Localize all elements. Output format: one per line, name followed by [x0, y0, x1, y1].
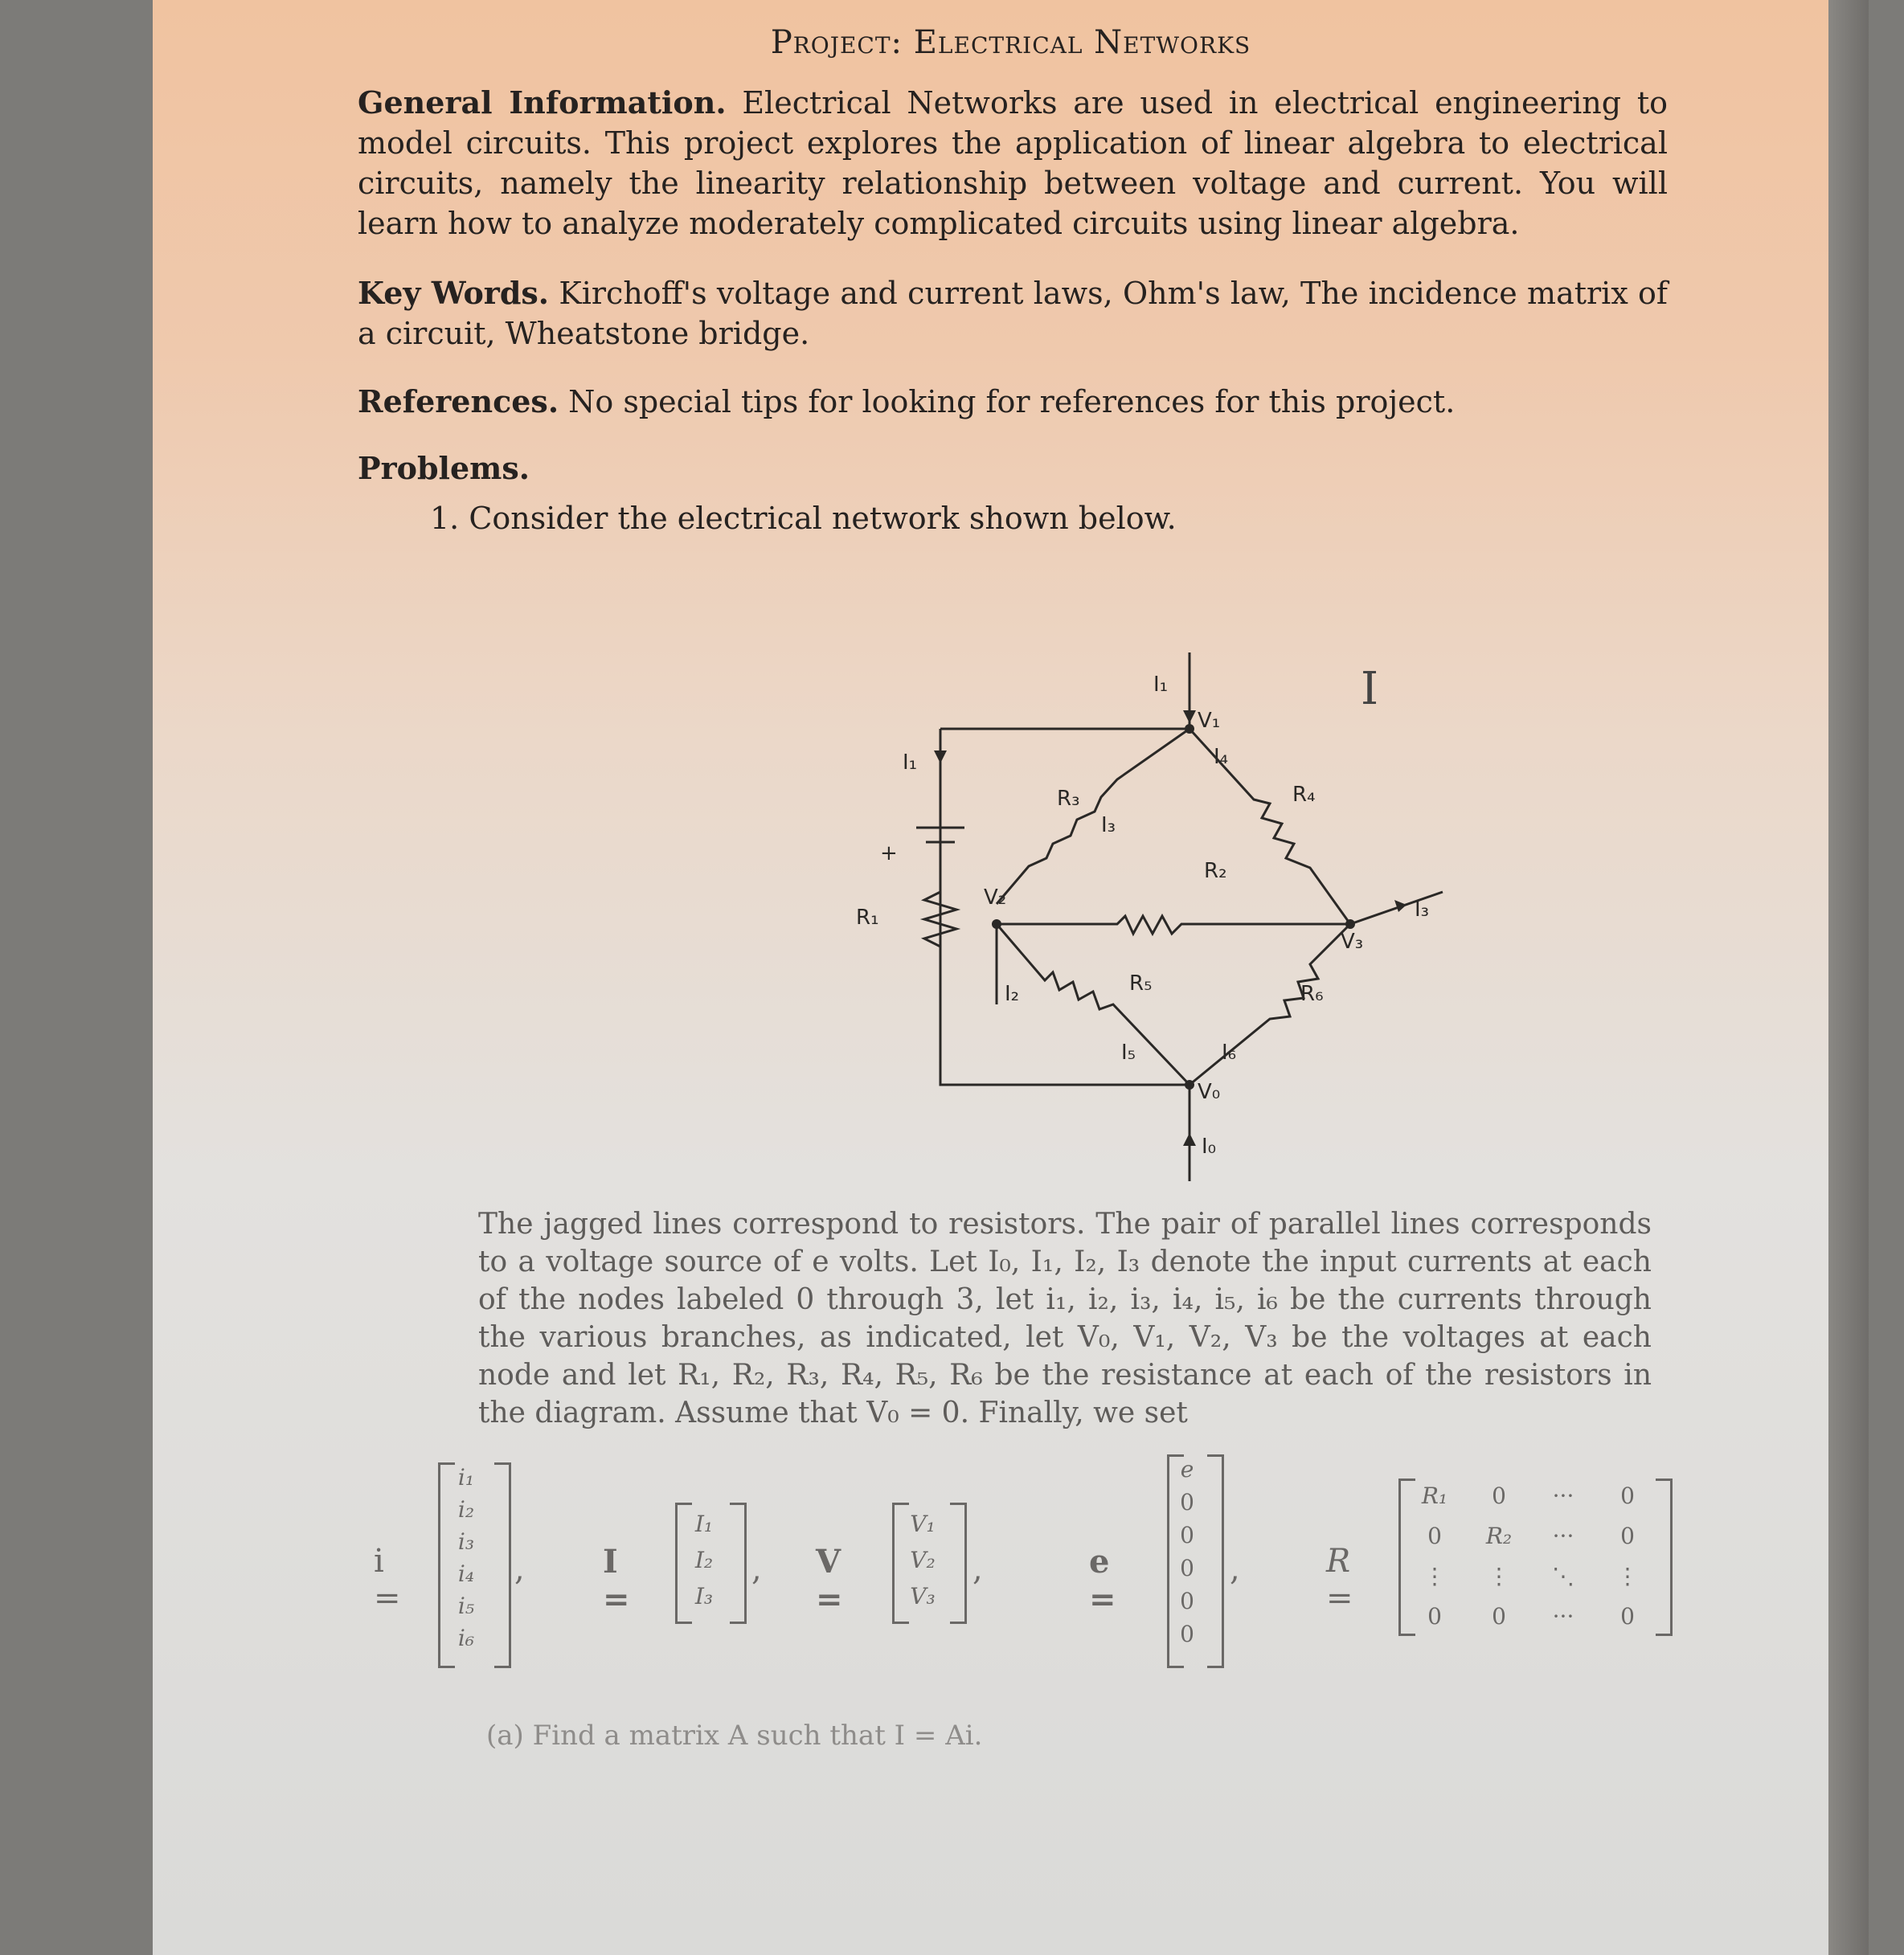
R-entry-4-1: 0 [1427, 1603, 1442, 1630]
node-v0 [1185, 1080, 1194, 1090]
I-entry-3: I₃ [694, 1583, 714, 1609]
bracket-right [494, 1462, 511, 1668]
label-I-vector: I = [603, 1543, 630, 1618]
V-entry-3: V₃ [910, 1583, 936, 1609]
V-entry-1: V₁ [910, 1511, 936, 1537]
arrow-i3 [1394, 900, 1407, 912]
R-entry-1-1: R₁ [1421, 1483, 1448, 1509]
label-r4: R₄ [1292, 783, 1316, 807]
R-entry-2-3: ··· [1552, 1523, 1574, 1549]
resistor-r6 [1189, 924, 1350, 1085]
R-entry-2-1: 0 [1427, 1523, 1442, 1549]
label-r6: R₆ [1300, 982, 1324, 1006]
label-v3: V₃ [1341, 930, 1364, 954]
label-r1: R₁ [856, 906, 879, 930]
document-page [153, 0, 1869, 1955]
R-entry-4-2: 0 [1492, 1603, 1506, 1630]
resistor-r1 [924, 892, 956, 947]
label-i5: I₅ [1121, 1041, 1136, 1065]
bracket-right [1656, 1479, 1673, 1636]
R-entry-2-2: R₂ [1485, 1523, 1513, 1549]
arrow-i0 [1183, 1133, 1196, 1146]
resistor-r3 [997, 729, 1189, 904]
resistor-r4 [1189, 729, 1350, 924]
comma-after-V: , [972, 1551, 983, 1588]
general-information-paragraph [358, 83, 1668, 243]
R-entry-1-4: 0 [1620, 1483, 1635, 1509]
label-i0: I₀ [1202, 1135, 1217, 1159]
i-entry-4: i₄ [457, 1560, 475, 1587]
R-entry-3-4: ⋮ [1616, 1563, 1639, 1589]
problem-description: The jagged lines correspond to resistors. The pair of parallel lines corresponds to a voltage source of e volts. Let I₀, I₁, I₂, I₃ denote the input currents at each of the nodes labeled 0 through 3, let i₁, i₂, i₃, i₄, i₅, i₆ be the currents through the various branches, as indicated, let V₀, V₁, V₂, V₃ be the voltages at each node and let R₁, R₂, R₃, R₄, R₅, R₆ be the resistance at each of the resistors in the diagram. Assume that V₀ = 0. Finally, we set [478, 1208, 1652, 1429]
comma-after-e: , [1230, 1551, 1240, 1588]
i-entry-6: i₆ [457, 1625, 475, 1651]
label-i3-input: I₃ [1415, 898, 1430, 922]
I-entry-2: I₂ [694, 1547, 714, 1573]
label-i2: I₂ [1005, 982, 1020, 1006]
v3-output-wire [1350, 892, 1443, 924]
I-entry-1: I₁ [694, 1511, 714, 1537]
label-v0: V₀ [1198, 1080, 1221, 1104]
label-i-vector: i = [374, 1543, 401, 1617]
comma-after-i: , [514, 1551, 525, 1588]
e-entry-1: e [1180, 1456, 1194, 1483]
label-v2: V₂ [984, 885, 1007, 910]
V-entry-2: V₂ [910, 1547, 936, 1573]
e-entry-6: 0 [1180, 1621, 1194, 1647]
general-information-heading: General Information. [358, 84, 727, 121]
label-i3-branch: I₃ [1101, 813, 1116, 837]
page-title: Project: Electrical Networks [770, 24, 1251, 61]
resistor-r5 [997, 924, 1189, 1085]
references-paragraph [358, 382, 1668, 422]
e-entry-3: 0 [1180, 1522, 1194, 1548]
node-v1 [1185, 724, 1194, 734]
R-entry-3-3: ⋱ [1552, 1563, 1574, 1589]
label-V-vector: V = [816, 1543, 843, 1618]
label-R-matrix: R = [1326, 1543, 1353, 1617]
label-i1-top: I₁ [1153, 673, 1169, 697]
e-entry-2: 0 [1180, 1489, 1194, 1515]
R-entry-3-2: ⋮ [1488, 1563, 1510, 1589]
references-text: No special tips for looking for references for this project. [568, 384, 1456, 419]
i-entry-2: i₂ [457, 1496, 475, 1523]
text-cursor-icon: I [1361, 663, 1379, 715]
label-r2: R₂ [1204, 859, 1227, 883]
i-entry-1: i₁ [457, 1464, 475, 1491]
arrow-i1-top [1183, 710, 1196, 723]
page-edge-shadow [1828, 0, 1869, 1955]
label-i4: I₄ [1214, 745, 1229, 769]
problems-heading: Problems. [358, 450, 530, 486]
i-entry-3: i₃ [457, 1528, 475, 1555]
R-entry-4-3: ··· [1552, 1603, 1574, 1630]
label-battery-plus: + [880, 841, 898, 865]
R-entry-2-4: 0 [1620, 1523, 1635, 1549]
part-a-question: (a) Find a matrix A such that I = Ai. [486, 1720, 983, 1752]
bracket-right [730, 1503, 747, 1624]
e-entry-5: 0 [1180, 1588, 1194, 1614]
i-entry-5: i₅ [457, 1593, 475, 1619]
general-information-text: Electrical Networks are used in electrical engineering to model circuits. This project explores the application of linear algebra to electrical circuits, namely the linearity relationship between voltage and current. You will learn how to analyze moderately complicated circuits using linear algebra. [358, 85, 1668, 241]
problem-1-text: 1. Consider the electrical network shown below. [430, 501, 1177, 536]
arrow-i1-left [934, 751, 947, 763]
node-v2 [992, 919, 1001, 929]
node-v3 [1345, 919, 1355, 929]
R-entry-1-3: ··· [1552, 1483, 1574, 1509]
label-v1: V₁ [1198, 709, 1221, 733]
left-wire [940, 729, 1189, 1085]
label-r3: R₃ [1057, 787, 1080, 811]
resistor-r2 [997, 916, 1350, 934]
R-entry-4-4: 0 [1620, 1603, 1635, 1630]
R-entry-1-2: 0 [1492, 1483, 1506, 1509]
bracket-right [950, 1503, 967, 1624]
key-words-text: Kirchoff's voltage and current laws, Ohm's law, The incidence matrix of a circuit, Wheatstone bridge. [358, 276, 1668, 351]
key-words-paragraph [358, 273, 1668, 354]
label-r5: R₅ [1129, 971, 1153, 996]
references-heading: References. [358, 383, 559, 419]
comma-after-I: , [751, 1551, 762, 1588]
key-words-heading: Key Words. [358, 275, 550, 311]
label-i6: I₆ [1222, 1041, 1237, 1065]
label-i1-left: I₁ [903, 751, 918, 775]
R-entry-3-1: ⋮ [1423, 1563, 1446, 1589]
e-entry-4: 0 [1180, 1555, 1194, 1581]
label-e-vector: e = [1089, 1543, 1116, 1618]
